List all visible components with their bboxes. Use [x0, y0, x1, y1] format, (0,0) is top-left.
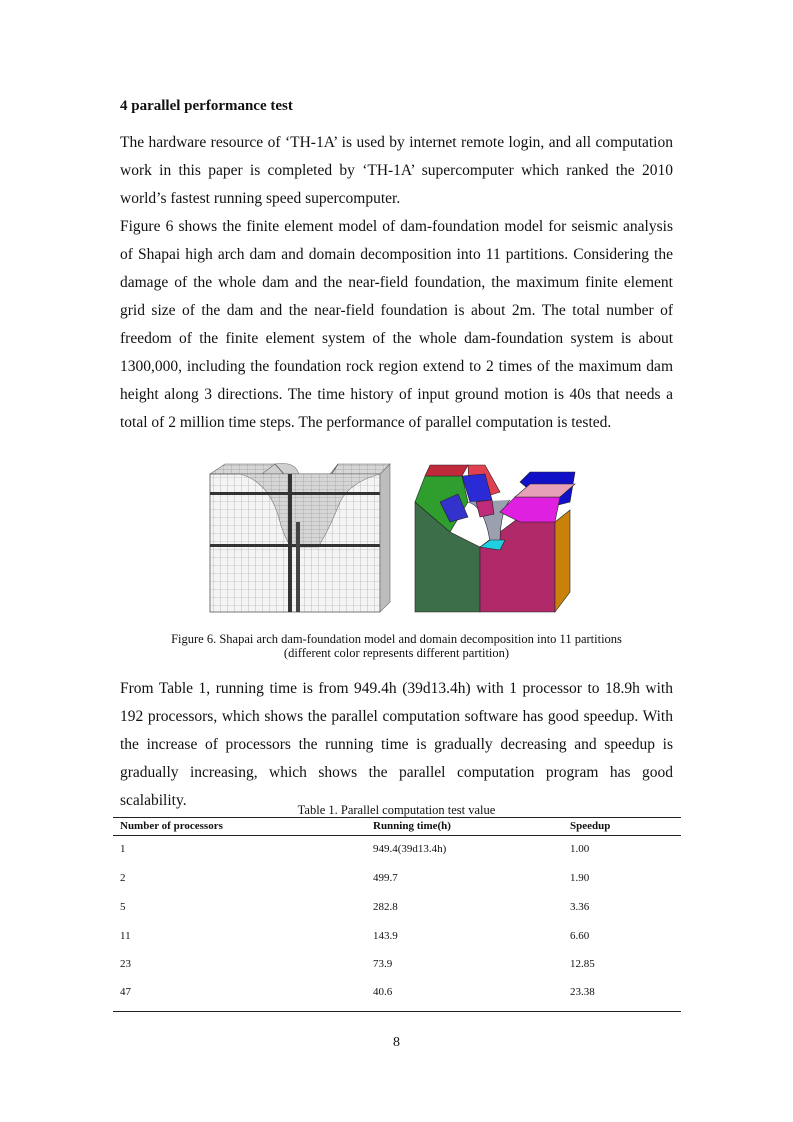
- table-bottom-rule: [113, 1011, 681, 1012]
- paragraph-hardware: The hardware resource of ‘TH-1A’ is used by internet remote login, and all computation work in this paper is completed by ‘TH-1A’ supercomputer which ranked the 2010 world’s fastest running speed supercomputer.: [120, 134, 673, 207]
- section-heading: 4 parallel performance test: [120, 98, 293, 114]
- fe-mesh-model: [210, 463, 390, 612]
- cell-speedup: 12.85: [570, 958, 595, 970]
- cell-processors: 11: [120, 930, 131, 942]
- cell-speedup: 6.60: [570, 930, 590, 942]
- cell-running-time: 143.9: [373, 930, 398, 942]
- header-speedup: Speedup: [570, 820, 611, 832]
- paragraph-results: From Table 1, running time is from 949.4h (39d13.4h) with 1 processor to 18.9h with 192 processors, which shows the parallel computation software has good speedup. With the increase of processors the running time is gradually decreasing and speedup is gradually increasing, which shows the parallel computation program has good scalability.: [120, 680, 673, 809]
- cell-processors: 1: [120, 843, 126, 855]
- cell-processors: 5: [120, 901, 126, 913]
- domain-decomposition-model: [415, 465, 575, 612]
- header-running-time: Running time(h): [373, 820, 451, 832]
- paragraph-model: Figure 6 shows the finite element model of dam-foundation model for seismic analysis of Shapai high arch dam and domain decomposition into 11 partitions. Considering the damage of the whole dam and the near-field foundation, the maximum finite element grid size of the dam and the near-field foundation is about 2m. The total number of freedom of the finite element system of the whole dam-foundation system is about 1300,000, including the foundation rock region extend to 2 times of the maximum dam height along 3 directions. The time history of input ground motion is 40s that needs a total of 2 million time steps. The performance of parallel computation is tested.: [120, 218, 673, 431]
- cell-speedup: 23.38: [570, 986, 595, 998]
- figure-6: [200, 462, 600, 622]
- cell-running-time: 282.8: [373, 901, 398, 913]
- table-header-rule: [113, 835, 681, 836]
- header-processors: Number of processors: [120, 820, 223, 832]
- cell-processors: 47: [120, 986, 131, 998]
- table-caption: Table 1. Parallel computation test value: [297, 803, 496, 817]
- cell-speedup: 1.90: [570, 872, 590, 884]
- page-number: 8: [393, 1035, 400, 1050]
- cell-running-time: 949.4(39d13.4h): [373, 843, 447, 855]
- figure-caption: Figure 6. Shapai arch dam-foundation model and domain decomposition into 11 partitions: [171, 632, 622, 646]
- cell-processors: 23: [120, 958, 131, 970]
- cell-processors: 2: [120, 872, 126, 884]
- table-top-rule: [113, 817, 681, 818]
- cell-running-time: 40.6: [373, 986, 393, 998]
- cell-running-time: 73.9: [373, 958, 393, 970]
- cell-speedup: 3.36: [570, 901, 590, 913]
- cell-running-time: 499.7: [373, 872, 398, 884]
- cell-speedup: 1.00: [570, 843, 590, 855]
- figure-caption-note: (different color represents different partition): [283, 646, 510, 660]
